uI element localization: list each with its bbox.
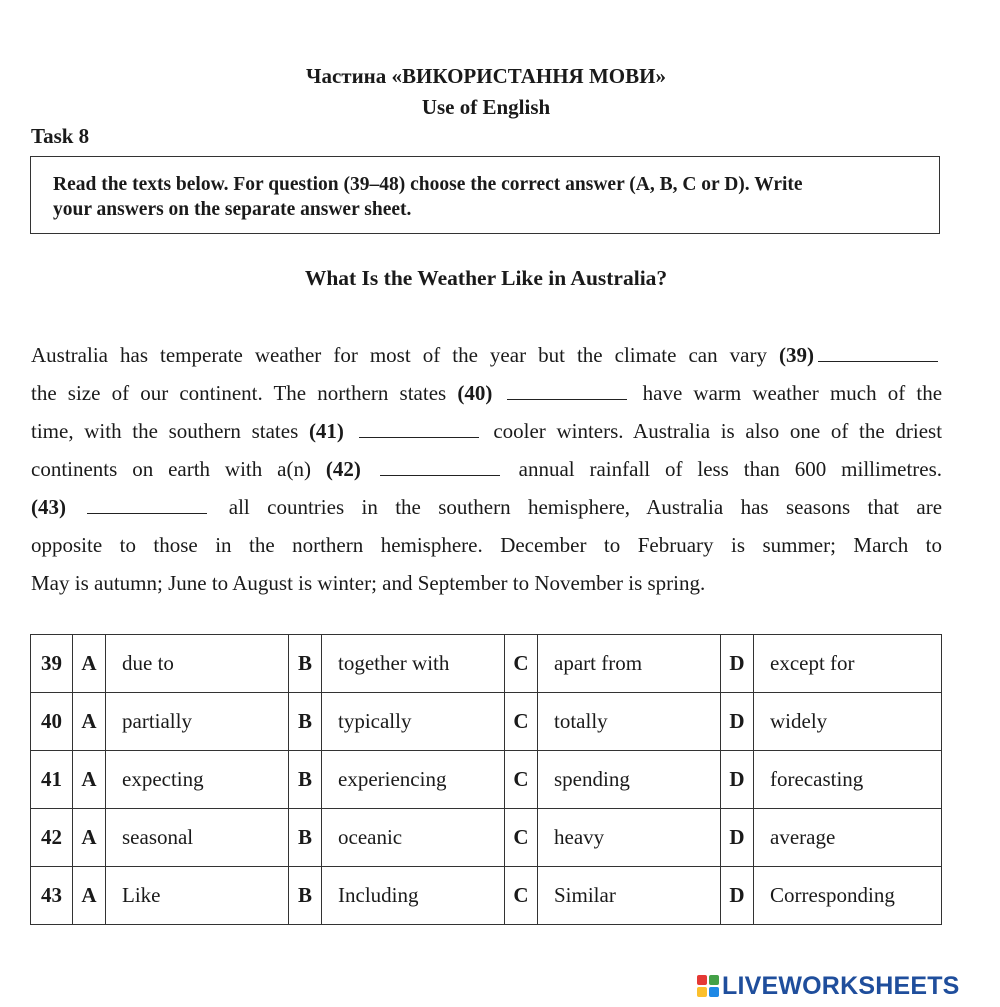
question-number: (40) [457, 381, 493, 405]
section-subtitle: Use of English [421, 95, 551, 119]
passage-text: the size of our continent. The northern states [31, 381, 447, 405]
passage-line [31, 374, 942, 412]
gap-39[interactable] [818, 344, 938, 362]
option-letter: B [289, 693, 322, 751]
option-letter: C [505, 693, 538, 751]
liveworksheets-logo [697, 970, 960, 1002]
question-number: 43 [31, 867, 73, 925]
option-b[interactable]: typically [322, 693, 505, 751]
passage-text: cooler winters. Australia is also one of the driest [493, 419, 943, 443]
passage-line [31, 488, 942, 526]
gap-41[interactable] [359, 420, 479, 438]
answer-options-table [30, 634, 942, 925]
option-letter: D [721, 751, 754, 809]
question-number: 40 [31, 693, 73, 751]
option-c[interactable]: spending [538, 751, 721, 809]
task-label: Task 8 [31, 124, 90, 148]
logo-square [709, 987, 719, 997]
answer-row [31, 809, 942, 867]
logo-square [709, 975, 719, 985]
question-number: (41) [308, 419, 344, 443]
passage-line [31, 336, 942, 374]
question-number: (42) [325, 457, 361, 481]
question-number: 42 [31, 809, 73, 867]
question-number: 41 [31, 751, 73, 809]
option-a[interactable]: expecting [106, 751, 289, 809]
logo-text: LIVEWORKSHEETS [722, 971, 960, 1000]
option-letter: D [721, 867, 754, 925]
option-d[interactable]: except for [754, 635, 942, 693]
passage-line [31, 450, 942, 488]
option-d[interactable]: forecasting [754, 751, 942, 809]
passage-text: opposite to those in the northern hemisphere. December to February is summer; March to [31, 533, 942, 557]
passage-line [31, 564, 942, 602]
passage-text: have warm weather much of the [642, 381, 943, 405]
option-letter: A [73, 751, 106, 809]
option-c[interactable]: apart from [538, 635, 721, 693]
option-b[interactable]: experiencing [322, 751, 505, 809]
option-letter: D [721, 693, 754, 751]
option-letter: A [73, 635, 106, 693]
option-letter: D [721, 635, 754, 693]
option-letter: B [289, 751, 322, 809]
gap-40[interactable] [507, 382, 627, 400]
instructions-box [30, 156, 940, 234]
option-c[interactable]: heavy [538, 809, 721, 867]
gap-43[interactable] [87, 496, 207, 514]
logo-square [697, 975, 707, 985]
option-d[interactable]: average [754, 809, 942, 867]
passage-text: May is autumn; June to August is winter; and September to November is spring. [31, 571, 706, 595]
passage [31, 336, 942, 602]
option-a[interactable]: due to [106, 635, 289, 693]
part-title: Частина «ВИКОРИСТАННЯ МОВИ» [306, 64, 666, 88]
option-c[interactable]: totally [538, 693, 721, 751]
option-a[interactable]: seasonal [106, 809, 289, 867]
option-b[interactable]: oceanic [322, 809, 505, 867]
option-letter: B [289, 809, 322, 867]
instructions-line-2: your answers on the separate answer sheet. [53, 199, 412, 220]
passage-line [31, 526, 942, 564]
option-d[interactable]: Corresponding [754, 867, 942, 925]
question-number: 39 [31, 635, 73, 693]
passage-text: all countries in the southern hemisphere, Australia has seasons that are [228, 495, 943, 519]
option-a[interactable]: Like [106, 867, 289, 925]
option-a[interactable]: partially [106, 693, 289, 751]
passage-text: annual rainfall of less than 600 millimetres. [518, 457, 943, 481]
option-letter: C [505, 751, 538, 809]
answer-row [31, 693, 942, 751]
instructions-line-1: Read the texts below. For question (39–48) choose the correct answer (A, B, C or D). Write [53, 174, 803, 195]
option-letter: C [505, 809, 538, 867]
gap-42[interactable] [380, 458, 500, 476]
passage-text: Australia has temperate weather for most of the year but the climate can vary [31, 343, 767, 367]
text-title: What Is the Weather Like in Australia? [304, 266, 668, 290]
option-letter: A [73, 867, 106, 925]
option-b[interactable]: Including [322, 867, 505, 925]
option-letter: D [721, 809, 754, 867]
answer-row [31, 635, 942, 693]
passage-text: time, with the southern states [31, 419, 299, 443]
question-number: (43) [31, 495, 66, 519]
option-d[interactable]: widely [754, 693, 942, 751]
logo-square [697, 987, 707, 997]
option-letter: A [73, 809, 106, 867]
passage-text: continents on earth with a(n) [31, 457, 311, 481]
option-letter: C [505, 635, 538, 693]
option-letter: A [73, 693, 106, 751]
answer-row [31, 867, 942, 925]
passage-line [31, 412, 942, 450]
option-letter: B [289, 867, 322, 925]
option-letter: B [289, 635, 322, 693]
option-c[interactable]: Similar [538, 867, 721, 925]
logo-icon [697, 975, 719, 997]
option-b[interactable]: together with [322, 635, 505, 693]
question-number: (39) [779, 343, 814, 367]
option-letter: C [505, 867, 538, 925]
answer-row [31, 751, 942, 809]
